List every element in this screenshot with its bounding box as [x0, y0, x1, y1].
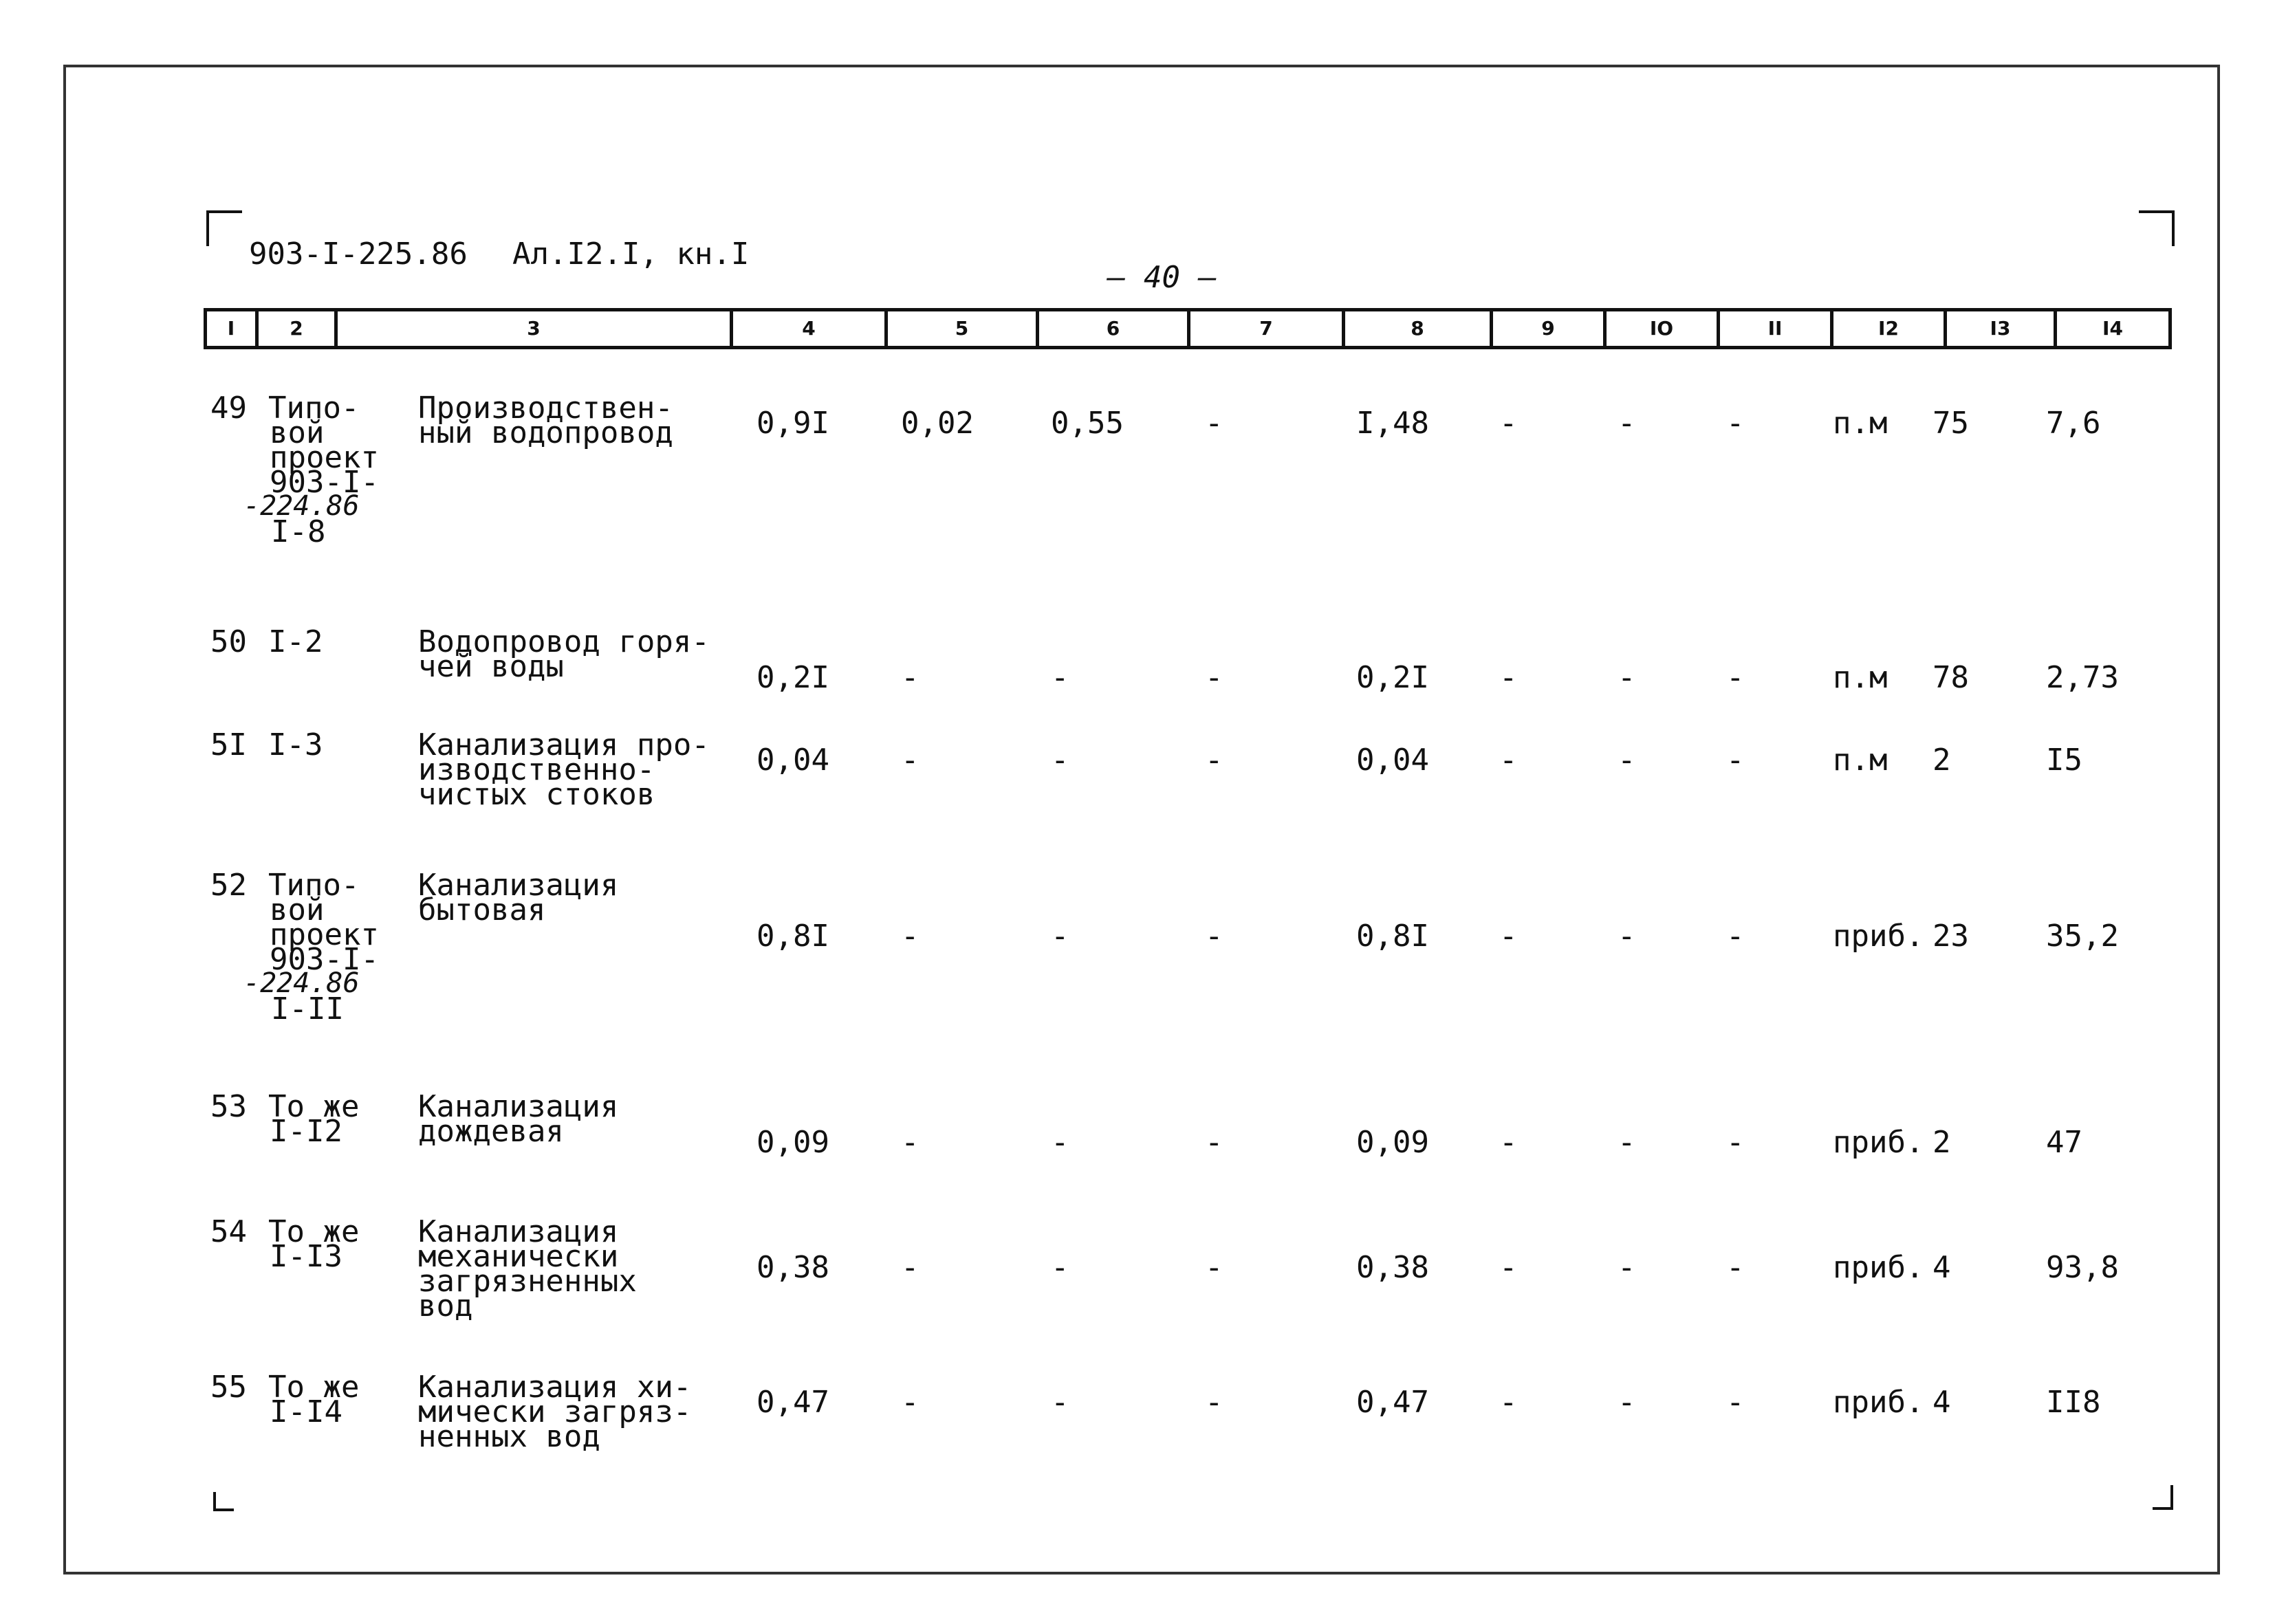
- value-c10: -: [1618, 1385, 1636, 1420]
- row-number: 5I: [210, 727, 247, 762]
- value-c11: -: [1726, 743, 1745, 778]
- row-number: 52: [210, 868, 247, 903]
- value-c4: 0,2I: [756, 660, 829, 695]
- value-c7: -: [1205, 1385, 1223, 1420]
- value-unit: приб.: [1833, 1125, 1924, 1160]
- value-c4: 0,47: [756, 1385, 829, 1420]
- item-name: изводственно-: [418, 752, 655, 787]
- value-unit: приб.: [1833, 1250, 1924, 1285]
- value-unit: приб.: [1833, 919, 1924, 954]
- value-c8: 0,47: [1356, 1385, 1429, 1420]
- value-c7: -: [1205, 406, 1223, 441]
- value-c10: -: [1618, 1125, 1636, 1160]
- column-number-12: I2: [1833, 311, 1947, 346]
- item-name: Канализация про-: [418, 727, 710, 762]
- value-c6: -: [1051, 1250, 1069, 1285]
- column-number-2: 2: [259, 311, 338, 346]
- value-c8: 0,38: [1356, 1250, 1429, 1285]
- value-c9: -: [1499, 1125, 1518, 1160]
- corner-mark-top-left: [206, 210, 242, 246]
- value-c11: -: [1726, 1385, 1745, 1420]
- design-reference: Типо-: [268, 868, 360, 903]
- design-reference: вой: [270, 415, 325, 450]
- value-unit: п.м: [1833, 406, 1888, 441]
- column-number-3: 3: [338, 311, 733, 346]
- item-name: вод: [418, 1288, 473, 1324]
- item-name: дождевая: [418, 1114, 564, 1149]
- column-number-4: 4: [733, 311, 888, 346]
- value-c9: -: [1499, 743, 1518, 778]
- value-c5: -: [901, 919, 919, 954]
- value-c4: 0,04: [756, 743, 829, 778]
- value-c7: -: [1205, 743, 1223, 778]
- design-reference: Типо-: [268, 391, 360, 426]
- value-c7: -: [1205, 1125, 1223, 1160]
- value-c7: -: [1205, 660, 1223, 695]
- value-c11: -: [1726, 660, 1745, 695]
- value-c9: -: [1499, 660, 1518, 695]
- item-name: Канализация: [418, 1214, 619, 1249]
- value-c14: 47: [2046, 1125, 2082, 1160]
- design-reference: I-I3: [270, 1239, 342, 1274]
- value-c11: -: [1726, 1250, 1745, 1285]
- value-c7: -: [1205, 919, 1223, 954]
- value-c9: -: [1499, 919, 1518, 954]
- value-c9: -: [1499, 1385, 1518, 1420]
- design-reference: 903-I-: [270, 465, 379, 500]
- value-c8: 0,8I: [1356, 919, 1429, 954]
- value-c10: -: [1618, 743, 1636, 778]
- value-c6: 0,55: [1051, 406, 1124, 441]
- design-reference: -224.86: [243, 490, 360, 522]
- page-number: — 40 —: [1107, 260, 1217, 295]
- value-c5: 0,02: [901, 406, 974, 441]
- value-c14: 2,73: [2046, 660, 2119, 695]
- value-c14: 7,6: [2046, 406, 2101, 441]
- value-qty: 75: [1933, 406, 1969, 441]
- value-c8: I,48: [1356, 406, 1429, 441]
- value-c4: 0,8I: [756, 919, 829, 954]
- value-c14: I5: [2046, 743, 2082, 778]
- value-c10: -: [1618, 406, 1636, 441]
- value-c10: -: [1618, 660, 1636, 695]
- item-name: Канализация хи-: [418, 1370, 692, 1405]
- row-number: 54: [210, 1214, 247, 1249]
- column-number-9: 9: [1493, 311, 1607, 346]
- column-number-13: I3: [1947, 311, 2057, 346]
- item-name: бытовая: [418, 892, 546, 928]
- design-reference: проект: [270, 917, 379, 952]
- value-c14: 35,2: [2046, 919, 2119, 954]
- item-name: Производствен-: [418, 391, 673, 426]
- value-c5: -: [901, 660, 919, 695]
- corner-mark-top-right: [2139, 210, 2175, 246]
- row-number: 50: [210, 624, 247, 659]
- value-c7: -: [1205, 1250, 1223, 1285]
- item-name: ненных вод: [418, 1419, 600, 1454]
- design-reference: I-I4: [270, 1394, 342, 1429]
- value-c4: 0,38: [756, 1250, 829, 1285]
- value-unit: приб.: [1833, 1385, 1924, 1420]
- design-reference: I-8: [271, 514, 326, 549]
- item-name: мически загряз-: [418, 1394, 692, 1429]
- column-number-10: IO: [1607, 311, 1720, 346]
- design-reference: То же: [268, 1370, 360, 1405]
- document-code: 903-I-225.86: [249, 237, 468, 272]
- row-number: 53: [210, 1089, 247, 1124]
- design-reference: I-I2: [270, 1114, 342, 1149]
- value-unit: п.м: [1833, 743, 1888, 778]
- corner-mark-bottom-left: [213, 1492, 234, 1511]
- design-reference: -224.86: [243, 967, 360, 999]
- item-name: Водопровод горя-: [418, 624, 710, 659]
- value-c6: -: [1051, 919, 1069, 954]
- value-c4: 0,09: [756, 1125, 829, 1160]
- item-name: механически: [418, 1239, 619, 1274]
- item-name: ный водопровод: [418, 415, 673, 450]
- column-number-11: II: [1720, 311, 1833, 346]
- value-c8: 0,2I: [1356, 660, 1429, 695]
- design-reference: I-II: [271, 991, 344, 1027]
- value-unit: п.м: [1833, 660, 1888, 695]
- design-reference: I-2: [268, 624, 323, 659]
- column-number-header: [204, 308, 2172, 349]
- item-name: чистых стоков: [418, 777, 655, 812]
- column-number-14: I4: [2102, 317, 2123, 340]
- column-number-6: 6: [1039, 311, 1190, 346]
- value-c5: -: [901, 1125, 919, 1160]
- item-name: Канализация: [418, 1089, 619, 1124]
- value-c4: 0,9I: [756, 406, 829, 441]
- value-c8: 0,09: [1356, 1125, 1429, 1160]
- value-c14: II8: [2046, 1385, 2101, 1420]
- design-reference: проект: [270, 440, 379, 475]
- design-reference: вой: [270, 892, 325, 928]
- value-c6: -: [1051, 1385, 1069, 1420]
- design-reference: То же: [268, 1089, 360, 1124]
- value-qty: 23: [1933, 919, 1969, 954]
- value-c5: -: [901, 1250, 919, 1285]
- value-c11: -: [1726, 406, 1745, 441]
- value-c5: -: [901, 743, 919, 778]
- value-qty: 2: [1933, 743, 1951, 778]
- value-c11: -: [1726, 919, 1745, 954]
- column-number-5: 5: [888, 311, 1039, 346]
- item-name: Канализация: [418, 868, 619, 903]
- design-reference: То же: [268, 1214, 360, 1249]
- value-c10: -: [1618, 1250, 1636, 1285]
- corner-mark-bottom-right: [2153, 1485, 2173, 1510]
- column-number-7: 7: [1190, 311, 1345, 346]
- value-c11: -: [1726, 1125, 1745, 1160]
- value-c9: -: [1499, 1250, 1518, 1285]
- album-reference: Ал.I2.I, кн.I: [512, 237, 750, 272]
- row-number: 49: [210, 391, 247, 426]
- item-name: чей воды: [418, 649, 564, 684]
- value-c6: -: [1051, 1125, 1069, 1160]
- value-c9: -: [1499, 406, 1518, 441]
- value-c8: 0,04: [1356, 743, 1429, 778]
- value-qty: 78: [1933, 660, 1969, 695]
- row-number: 55: [210, 1370, 247, 1405]
- value-c5: -: [901, 1385, 919, 1420]
- column-number-8: 8: [1345, 311, 1493, 346]
- item-name: загрязненных: [418, 1264, 637, 1299]
- value-c10: -: [1618, 919, 1636, 954]
- design-reference: I-3: [268, 727, 323, 762]
- value-c6: -: [1051, 743, 1069, 778]
- column-number-1: I: [207, 311, 259, 346]
- value-c6: -: [1051, 660, 1069, 695]
- value-qty: 2: [1933, 1125, 1951, 1160]
- value-qty: 4: [1933, 1385, 1951, 1420]
- value-c14: 93,8: [2046, 1250, 2119, 1285]
- value-qty: 4: [1933, 1250, 1951, 1285]
- design-reference: 903-I-: [270, 942, 379, 977]
